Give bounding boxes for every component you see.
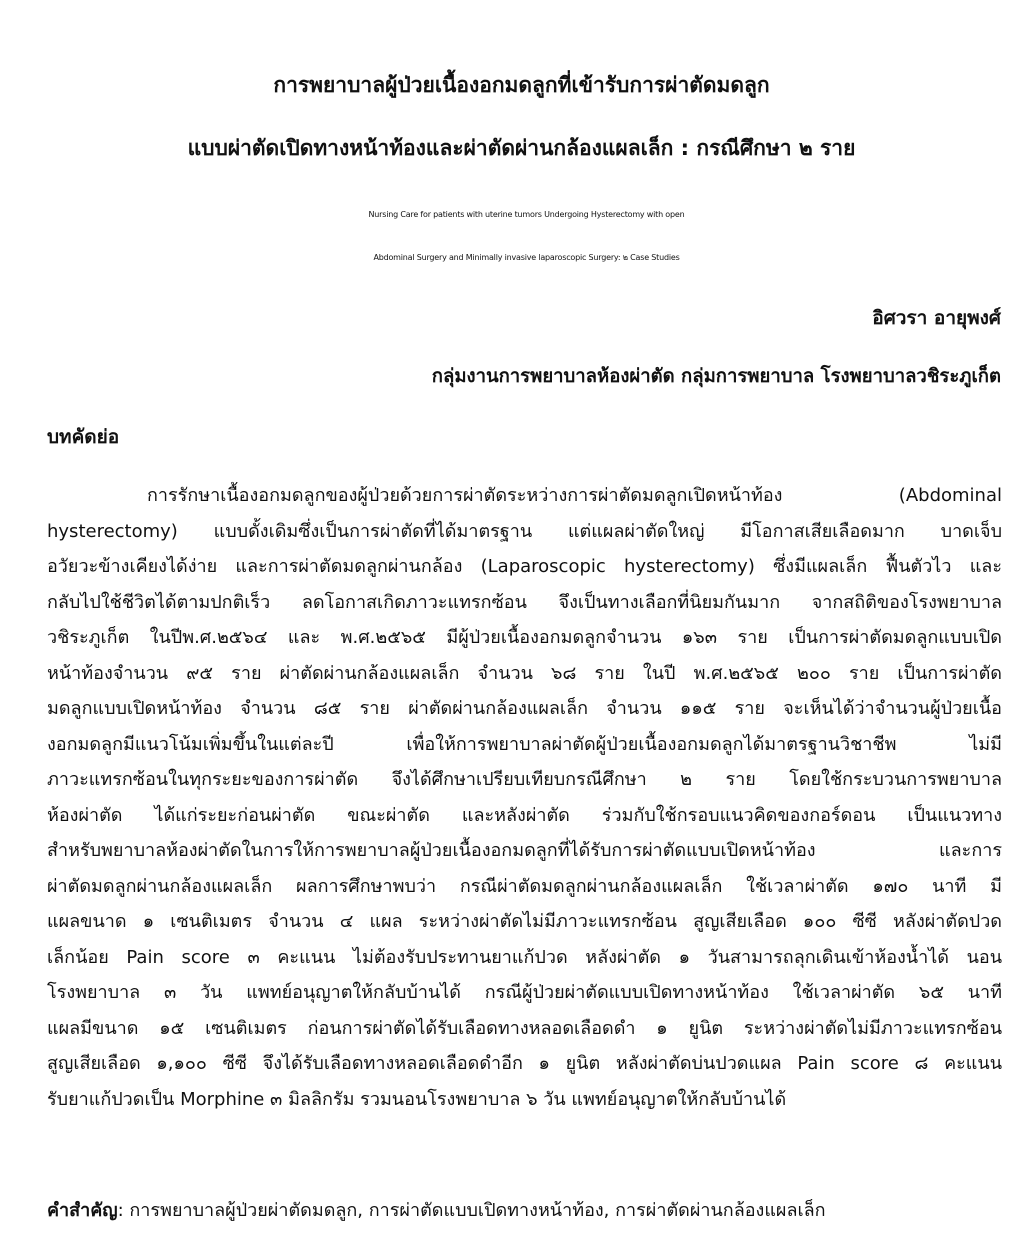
author-name: อิศวรา อายุพงศ์ bbox=[872, 307, 1001, 329]
thai-title-line-2: แบบผ่าตัดเปิดทางหน้าท้องและผ่าตัดผ่านกล้องแผลเล็ก : กรณีศึกษา ๒ ราย bbox=[187, 136, 856, 160]
abstract-line: กลับไปใช้ชีวิตได้ตามปกติเร็ว ลดโอกาสเกิดภาวะแทรกซ้อน จึงเป็นทางเลือกที่นิยมกันมาก จากสถิติของโรงพยาบาล bbox=[47, 591, 1002, 613]
keywords-text: : การพยาบาลผู้ป่วยผ่าตัดมดลูก, การผ่าตัดแบบเปิดทางหน้าท้อง, การผ่าตัดผ่านกล้องแผลเล็ก bbox=[117, 1200, 826, 1221]
abstract-line: แผลมีขนาด ๑๕ เซนติเมตร ก่อนการผ่าตัดได้รับเลือดทางหลอดเลือดดำ ๑ ยูนิต ระหว่างผ่าตัดไม่มีภาวะแทรกซ้อน bbox=[47, 1017, 1002, 1039]
english-title bbox=[30, 193, 1023, 279]
keywords-label: คำสำคัญ bbox=[47, 1200, 118, 1221]
english-title-line-1: Nursing Care for patients with uterine tumors Undergoing Hysterectomy with open bbox=[368, 210, 685, 219]
abstract-line: ผ่าตัดมดลูกผ่านกล้องแผลเล็ก ผลการศึกษาพบว่า กรณีผ่าตัดมดลูกผ่านกล้องแผลเล็ก ใช้เวลาผ่าตัด ๑๗๐ นาที มี bbox=[47, 875, 1002, 897]
abstract-line: หน้าท้องจำนวน ๙๕ ราย ผ่าตัดผ่านกล้องแผลเล็ก จำนวน ๖๘ ราย ในปี พ.ศ.๒๕๖๕ ๒๐๐ ราย เป็นการผ่าตัด bbox=[47, 662, 1002, 684]
abstract-line: สูญเสียเลือด ๑,๑๐๐ ซีซี จึงได้รับเลือดทางหลอดเลือดดำอีก ๑ ยูนิต หลังผ่าตัดบ่นปวดแผล Pain score ๘ คะแนน bbox=[47, 1053, 1002, 1074]
abstract-line: แผลขนาด ๑ เซนติเมตร จำนวน ๔ แผล ระหว่างผ่าตัดไม่มีภาวะแทรกซ้อน สูญเสียเลือด ๑๐๐ ซีซี หลังผ่าตัดปวด bbox=[47, 911, 1002, 932]
abstract-line-last: รับยาแก้ปวดเป็น Morphine ๓ มิลลิกรัม รวมนอนโรงพยาบาล ๖ วัน แพทย์อนุญาตให้กลับบ้านได้ bbox=[47, 1088, 787, 1110]
thai-title-line-1: การพยาบาลผู้ป่วยเนื้องอกมดลูกที่เข้ารับการผ่าตัดมดลูก bbox=[273, 73, 770, 97]
keywords bbox=[47, 1196, 826, 1226]
abstract-line: อวัยวะข้างเคียงได้ง่าย และการผ่าตัดมดลูกผ่านกล้อง (Laparoscopic hysterectomy) ซึ่งมีแผลเล็ก ฟื้นตัวไว และ bbox=[47, 556, 1002, 577]
abstract-line: hysterectomy) แบบดั้งเดิมซึ่งเป็นการผ่าตัดที่ได้มาตรฐาน แต่แผลผ่าตัดใหญ่ มีโอกาสเสียเลือดมาก บาดเจ็บ bbox=[47, 520, 1002, 542]
abstract-line: การรักษาเนื้องอกมดลูกของผู้ป่วยด้วยการผ่าตัดระหว่างการผ่าตัดมดลูกเปิดหน้าท้อง (Abdominal bbox=[147, 485, 1002, 506]
english-title-line-2: Abdominal Surgery and Minimally invasive laparoscopic Surgery: ๒ Case Studies bbox=[373, 253, 680, 262]
abstract-line: สำหรับพยาบาลห้องผ่าตัดในการให้การพยาบาลผู้ป่วยเนื้องอกมดลูกที่ได้รับการผ่าตัดแบบเปิดหน้าท้อง และการ bbox=[47, 840, 1002, 861]
abstract-line: เล็กน้อย Pain score ๓ คะแนน ไม่ต้องรับประทานยาแก้ปวด หลังผ่าตัด ๑ วันสามารถลุกเดินเข้าห้องน้ำได้ นอน bbox=[47, 946, 1002, 968]
abstract-line: มดลูกแบบเปิดหน้าท้อง จำนวน ๘๕ ราย ผ่าตัดผ่านกล้องแผลเล็ก จำนวน ๑๑๕ ราย จะเห็นได้ว่าจำนวนผู้ป่วยเนื้อ bbox=[47, 698, 1002, 719]
abstract-line: โรงพยาบาล ๓ วัน แพทย์อนุญาตให้กลับบ้านได้ กรณีผู้ป่วยผ่าตัดแบบเปิดทางหน้าท้อง ใช้เวลาผ่าตัด ๖๕ นาที bbox=[47, 982, 1002, 1003]
abstract-body bbox=[47, 478, 1002, 1117]
author-affiliation: กลุ่มงานการพยาบาลห้องผ่าตัด กลุ่มการพยาบาล โรงพยาบาลวชิระภูเก็ต bbox=[431, 366, 1001, 387]
abstract-line: งอกมดลูกมีแนวโน้มเพิ่มขึ้นในแต่ละปี เพื่อให้การพยาบาลผ่าตัดผู้ป่วยเนื้องอกมดลูกได้มาตรฐานวิชาชีพ ไม่มี bbox=[47, 733, 1002, 755]
abstract-line: ห้องผ่าตัด ได้แก่ระยะก่อนผ่าตัด ขณะผ่าตัด และหลังผ่าตัด ร่วมกับใช้กรอบแนวคิดของกอร์ดอน เป็นแนวทาง bbox=[47, 804, 1002, 826]
abstract-heading: บทคัดย่อ bbox=[47, 426, 120, 448]
abstract-line: วชิระภูเก็ต ในปีพ.ศ.๒๕๖๔ และ พ.ศ.๒๕๖๕ มีผู้ป่วยเนื้องอกมดลูกจำนวน ๑๖๓ ราย เป็นการผ่าตัดมดลูกแบบเปิด bbox=[47, 627, 1002, 648]
abstract-line: ภาวะแทรกซ้อนในทุกระยะของการผ่าตัด จึงได้ศึกษาเปรียบเทียบกรณีศึกษา ๒ ราย โดยใช้กระบวนการพยาบาล bbox=[47, 769, 1002, 790]
